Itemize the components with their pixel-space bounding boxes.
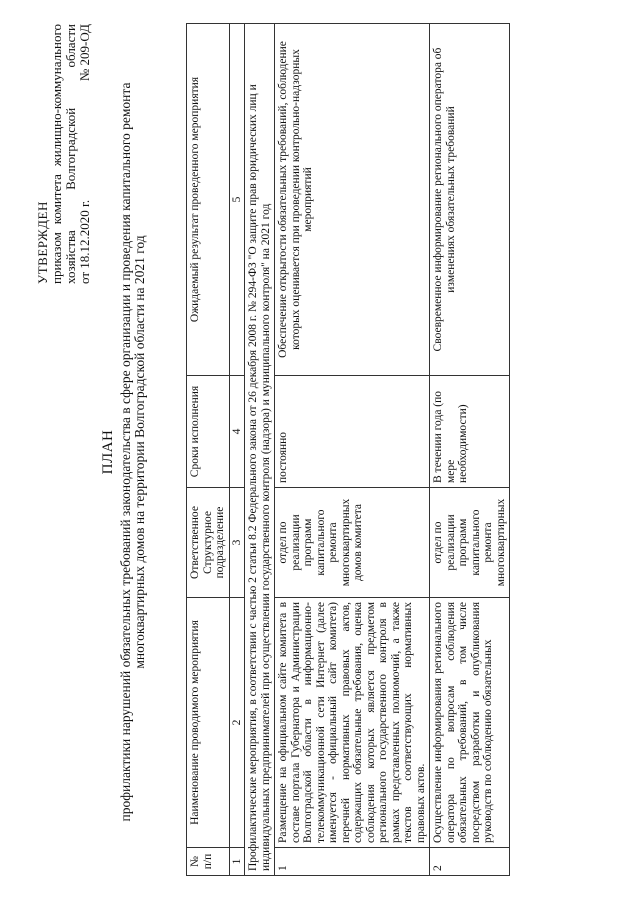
- document-page: [0, 20, 640, 884]
- header-term: Сроки исполнения: [187, 376, 230, 488]
- plan-subtitle: профилактики нарушений обязательных требований законодательства в сфере организации и проведения капитального ремонта многоквартирных домов на территории Волгоградской области на 2021 год: [118, 82, 147, 822]
- row-number: 1: [275, 848, 430, 876]
- approval-heading: УТВЕРЖДЕН: [35, 201, 50, 284]
- approval-date: от 18.12.2020 г.: [77, 199, 92, 284]
- section-title: Профилактические мероприятия, в соответствии с частью 2 статьи 8.2 Федерального закона от 26 декабря 2008 г. № 294-ФЗ "О защите прав юридических лиц и индивидуальных предпринимателей при осуществлении государственного контроля (надзора) и муниципального контроля" на 2021 год: [245, 24, 275, 876]
- document-title: [100, 20, 147, 884]
- column-number: 5: [229, 24, 245, 376]
- row-number: 2: [430, 848, 510, 876]
- section-row: [245, 24, 275, 876]
- row-result: Обеспечение открытости обязательных требований, соблюдение которых оценивается при проведении контрольно-надзорных мероприятий: [275, 24, 430, 376]
- column-number-row: [229, 24, 245, 876]
- header-department: Ответственное Структурное подразделение: [187, 488, 230, 598]
- table-header-row: [187, 24, 230, 876]
- header-number: № п/п: [187, 848, 230, 876]
- row-result: Своевременное информирование регионального оператора об изменениях обязательных требований: [430, 24, 510, 376]
- approval-line-1: приказом комитета жилищно-коммунального: [49, 24, 64, 284]
- column-number: 4: [229, 376, 245, 488]
- row-department: отдел по реализации программ капитального ремонта многоквартирных домов комитета: [275, 488, 430, 598]
- plan-heading: ПЛАН: [100, 429, 116, 475]
- row-measure: Осуществление информирования регионального оператора по вопросам соблюдения обязательных требований, в том числе посредством разработки и опубликования руководств по соблюдению обязательных: [430, 598, 510, 848]
- approval-line-2: хозяйства Волгоградской области: [63, 24, 78, 284]
- header-name: Наименование проводимого мероприятия: [187, 598, 230, 848]
- approval-date-line: [78, 24, 92, 284]
- header-result: Ожидаемый результат проведенного мероприятия: [187, 24, 230, 376]
- row-measure: Размещение на официальном сайте комитета в составе портала Губернатора и Администрации Волгоградской области в информационно-телекоммуникационной сети Интернет (далее именуется - официальный сайт комитета) перечней нормативных правовых актов, содержащих обязательные требования, оценка соблюдения которых является предметом регионального государственного контроля в рамках представленных полномочий, а также текстов соответствующих нормативных правовых актов.: [275, 598, 430, 848]
- row-term: В течении года (по мере необходимости): [430, 376, 510, 488]
- approval-block: [36, 24, 92, 284]
- table-row: [275, 24, 430, 876]
- table-row: [430, 24, 510, 876]
- row-term: постоянно: [275, 376, 430, 488]
- column-number: 3: [229, 488, 245, 598]
- approval-number: № 209-ОД: [77, 24, 92, 82]
- row-department: отдел по реализации программ капитального ремонта многоквартирных: [430, 488, 510, 598]
- column-number: 1: [229, 848, 245, 876]
- plan-table: [186, 23, 510, 876]
- column-number: 2: [229, 598, 245, 848]
